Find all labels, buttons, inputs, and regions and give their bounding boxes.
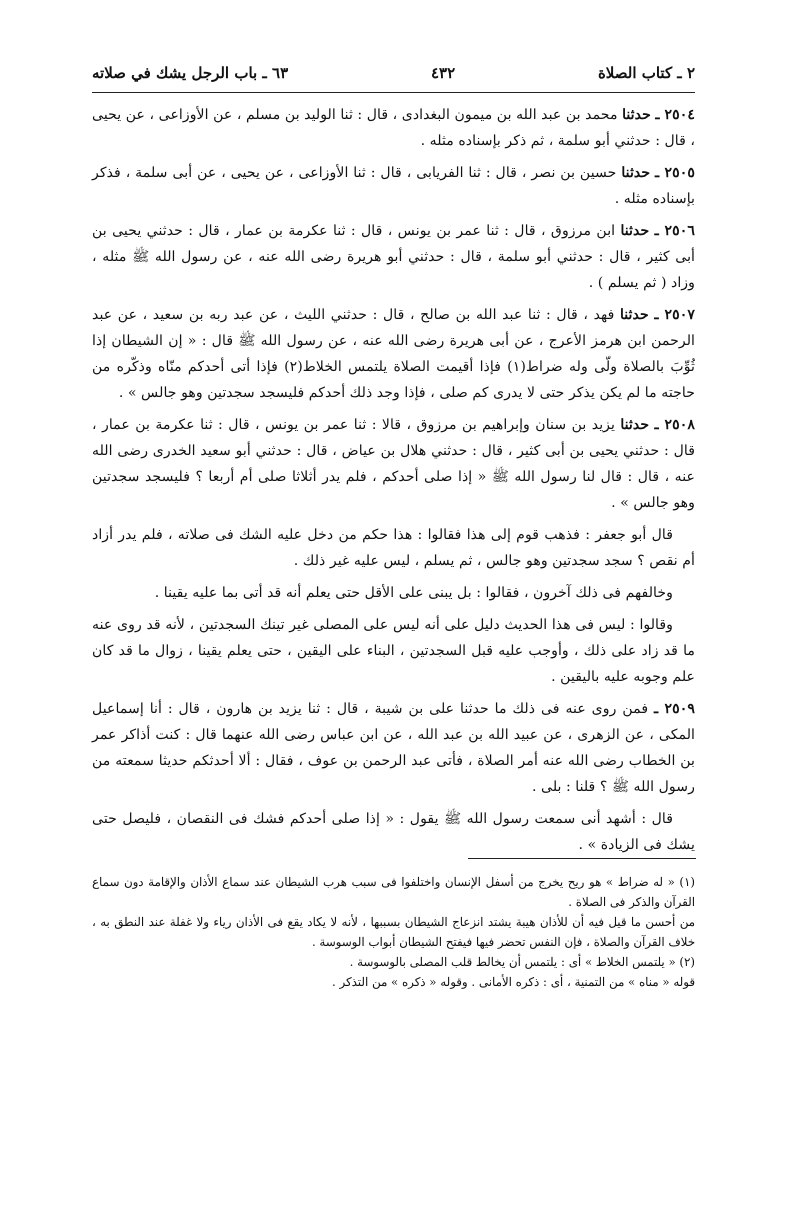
main-text xyxy=(92,102,695,858)
page-number: ٤٣٢ xyxy=(430,64,456,82)
hadith-2506: ٢٥٠٦ ـ حدثنا ابن مرزوق ، قال : ثنا عمر بن يونس ، قال : ثنا عكرمة بن عمار ، قال : حدثني يحيى بن أبى كثير ، قال : حدثني أبو سلمة ، قال : حدثني أبو هريرة رضى الله عنه ، عن رسول الله ﷺ مثله ، وزاد ( ثم يسلم ) . xyxy=(92,223,695,291)
footnote: (١) « له ضراط » هو ريح يخرج من أسفل الإنسان واختلفوا فى سبب هرب الشيطان عند سماع الأذان والإقامة دون سماع القرآن والذكر فى الصلاة . xyxy=(92,875,695,909)
hadith-2509: ٢٥٠٩ ـ فمن روى عنه فى ذلك ما حدثنا على بن شيبة ، قال : ثنا يزيد بن هارون ، قال : أنا إسماعيل المكى ، عن الزهرى ، عن عبيد الله بن عبد الله ، عن ابن عباس رضى الله عنهما قال : كنت أذاكر عمر بن الخطاب رضى الله عنه أمر الصلاة ، فأتى عبد الرحمن بن عوف ، فقال : ألا أحدثكم حديثا سمعته من رسول الله ﷺ ؟ قلنا : بلى . xyxy=(92,701,695,795)
footnote: (٢) « يلتمس الخلاط » أى : يلتمس أن يخالط قلب المصلى بالوسوسة . xyxy=(349,955,695,969)
hadith-2507: ٢٥٠٧ ـ حدثنا فهد ، قال : ثنا عبد الله بن صالح ، قال : حدثني الليث ، عن عبد ربه بن سعيد ، عن عبد الرحمن ابن هرمز الأعرج ، عن أبى هريرة رضى الله عنه ، عن رسول الله ﷺ قال : « إن الشيطان إذا ثُوِّبَ بالصلاة ولّى وله ضراط(١) فإذا أقيمت الصلاة يلتمس الخلاط(٢) فإذا أتى أحدكم منّاه وذكّره من حاجته ما لم يكن يذكر حتى لا يدرى كم صلى ، فإذا وجد ذلك أحدكم فليسجد سجدتين وهو جالس » . xyxy=(92,307,695,401)
commentary-paragraph: قال أبو جعفر : فذهب قوم إلى هذا فقالوا : هذا حكم من دخل عليه الشك فى صلاته ، فلم يدر أزاد أم نقص ؟ سجد سجدتين وهو جالس ، ثم يسلم ، ليس عليه غير ذلك . xyxy=(92,527,695,569)
footnote: من أحسن ما قيل فيه أن للأذان هيبة يشتد انزعاج الشيطان بسببها ، لأنه لا يكاد يقع فى الأذان رياء ولا غفلة عند النطق به ، خلاف القرآن والصلاة ، فإن النفس تحضر فيها فيفتح الشيطان أبواب الوسوسة . xyxy=(92,915,695,949)
footnotes xyxy=(92,872,695,992)
footnote: قوله « مناه » من التمنية ، أى : ذكره الأمانى . وقوله « ذكره » من التذكر . xyxy=(331,975,695,989)
hadith-2508: ٢٥٠٨ ـ حدثنا يزيد بن سنان وإبراهيم بن مرزوق ، قالا : ثنا عمر بن يونس ، قال : ثنا عكرمة بن عمار ، قال : حدثني يحيى بن أبى كثير ، قال : حدثني هلال بن عياض ، قال : حدثني أبو سعيد الخدرى رضى الله عنه ، قال : قال لنا رسول الله ﷺ « إذا صلى أحدكم ، فلم يدر أثلاثا صلى أم أربعا ؟ فليسجد سجدتين وهو جالس » . xyxy=(92,417,695,511)
hadith-2504: ٢٥٠٤ ـ حدثنا محمد بن عبد الله بن ميمون البغدادى ، قال : ثنا الوليد بن مسلم ، عن الأوزاعى ، عن يحيى ، قال : حدثني أبو سلمة ، ثم ذكر بإسناده مثله . xyxy=(92,107,695,149)
page-header xyxy=(92,58,695,88)
hadith-2505: ٢٥٠٥ ـ حدثنا حسين بن نصر ، قال : ثنا الفريابى ، قال : ثنا الأوزاعى ، عن يحيى ، عن أبى سلمة ، فذكر بإسناده مثله . xyxy=(92,165,695,207)
header-section: ٦٣ ـ باب الرجل يشك في صلاته xyxy=(92,64,289,82)
header-rule xyxy=(92,92,695,93)
commentary-paragraph: وقالوا : ليس فى هذا الحديث دليل على أنه ليس على المصلى غير تينك السجدتين ، لأنه قد روى عنه ما قد زاد على ذلك ، وأوجب عليه قبل السجدتين ، البناء على اليقين ، حتى يعلم يقينا ، زوال ما قد كان علم وجوبه عليه باليقين . xyxy=(92,617,695,685)
footnote-rule xyxy=(468,858,696,859)
commentary-paragraph: وخالفهم فى ذلك آخرون ، فقالوا : بل يبنى على الأقل حتى يعلم أنه قد أتى بما عليه يقينا . xyxy=(154,585,673,601)
header-chapter: ٢ ـ كتاب الصلاة xyxy=(597,64,695,82)
commentary-paragraph: قال : أشهد أنى سمعت رسول الله ﷺ يقول : « إذا صلى أحدكم فشك فى النقصان ، فليصل حتى يشك فى الزيادة » . xyxy=(92,811,695,853)
